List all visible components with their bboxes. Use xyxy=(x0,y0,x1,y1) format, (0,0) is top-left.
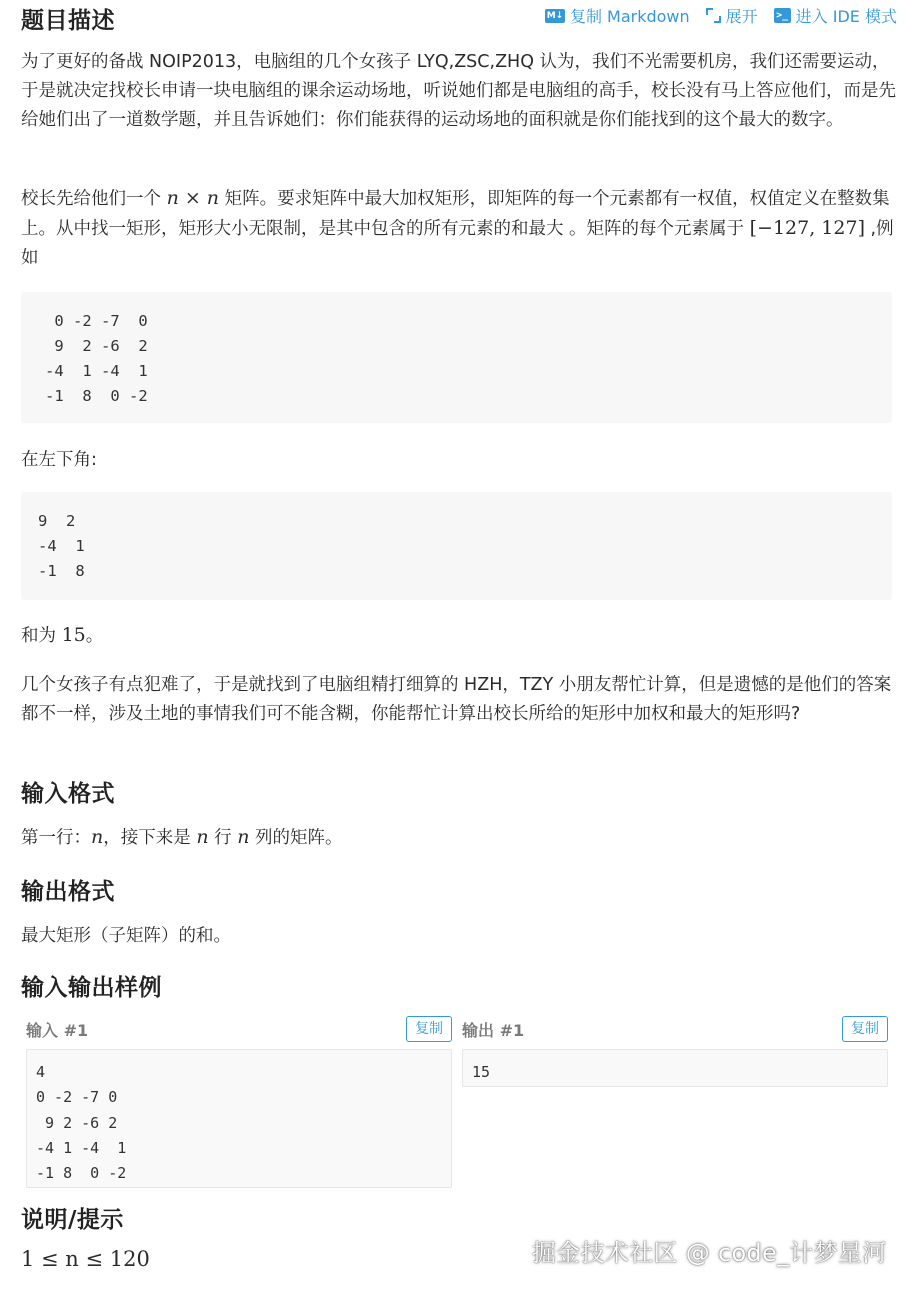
hint-title: 说明/提示 xyxy=(21,1207,124,1233)
expand-icon xyxy=(706,8,721,23)
copy-output-button[interactable]: 复制 xyxy=(842,1016,888,1042)
markdown-icon: M↓ xyxy=(546,10,564,21)
input-format-text: 第一行：n，接下来是 n 行 n 列的矩阵。 xyxy=(21,826,343,848)
expand-button[interactable] xyxy=(706,4,758,27)
sample-input-label: 输入 #1 xyxy=(26,1021,89,1040)
sample-output-box xyxy=(462,1049,888,1087)
description-paragraph-3: 在左下角: xyxy=(21,450,97,470)
watermark: 掘金技术社区 @ code_计梦星河 xyxy=(532,1239,887,1267)
page-title: 题目描述 xyxy=(21,8,115,34)
description-paragraph-1: 为了更好的备战 NOIP2013，电脑组的几个女孩子 LYQ,ZSC,ZHQ 认为，我们不光需要机房，我们还需要运动，于是就决定找校长申请一块电脑组的课余运动场地，听说她们都是电脑组的高手，校长没有马上答应他们，而是先给她们出了一道数学题，并且告诉她们：你们能获得的运动场地的面积就是你们能找到的这个最大的数字。 xyxy=(21,52,896,130)
output-format-text: 最大矩形（子矩阵）的和。 xyxy=(21,926,231,946)
sample-output-label: 输出 #1 xyxy=(462,1021,525,1040)
problem-toolbar xyxy=(545,4,897,27)
matrix-size-math: n × n xyxy=(166,187,220,209)
copy-markdown-button[interactable] xyxy=(545,4,690,27)
range-math: [−127, 127] xyxy=(749,217,865,239)
terminal-icon: >_ xyxy=(774,8,791,23)
samples-title: 输入输出样例 xyxy=(21,975,162,1001)
sum-math: 15 xyxy=(61,624,86,646)
output-format-title: 输出格式 xyxy=(21,879,115,905)
sample-input-code: 4 0 -2 -7 0 9 2 -6 2 -4 1 -4 1 -1 8 0 -2 xyxy=(36,1063,127,1183)
submatrix-example-block xyxy=(21,492,892,600)
copy-markdown-label: 复制 Markdown xyxy=(569,7,690,26)
copy-input-button[interactable]: 复制 xyxy=(406,1016,452,1042)
matrix-example-block xyxy=(21,292,892,423)
constraint-math: 1 ≤ n ≤ 120 xyxy=(21,1247,150,1271)
input-format-title: 输入格式 xyxy=(21,781,115,807)
submatrix-example-code: 9 2 -4 1 -1 8 xyxy=(38,512,85,580)
ide-mode-button[interactable] xyxy=(774,4,897,27)
ide-mode-label: 进入 IDE 模式 xyxy=(795,7,897,26)
description-paragraph-2: 校长先给他们一个 n × n 矩阵。要求矩阵中最大加权矩形，即矩阵的每一个元素都有一权值，权值定义在整数集上。从中找一矩形，矩形大小无限制，是其中包含的所有元素的和最大 。矩阵的每个元素属于 [−127, 127] ,例如 xyxy=(21,187,894,268)
matrix-example-code: 0 -2 -7 0 9 2 -6 2 -4 1 -4 1 -1 8 0 -2 xyxy=(45,312,148,405)
sample-output-code: 15 xyxy=(472,1063,491,1081)
sample-input-box xyxy=(26,1049,452,1188)
description-paragraph-4: 和为 15。 xyxy=(21,624,104,646)
expand-label: 展开 xyxy=(725,7,758,26)
description-paragraph-5: 几个女孩子有点犯难了，于是就找到了电脑组精打细算的 HZH，TZY 小朋友帮忙计算，但是遗憾的是他们的答案都不一样，涉及土地的事情我们可不能含糊，你能帮忙计算出校长所给的矩形中加权和最大的矩形吗? xyxy=(21,675,892,724)
